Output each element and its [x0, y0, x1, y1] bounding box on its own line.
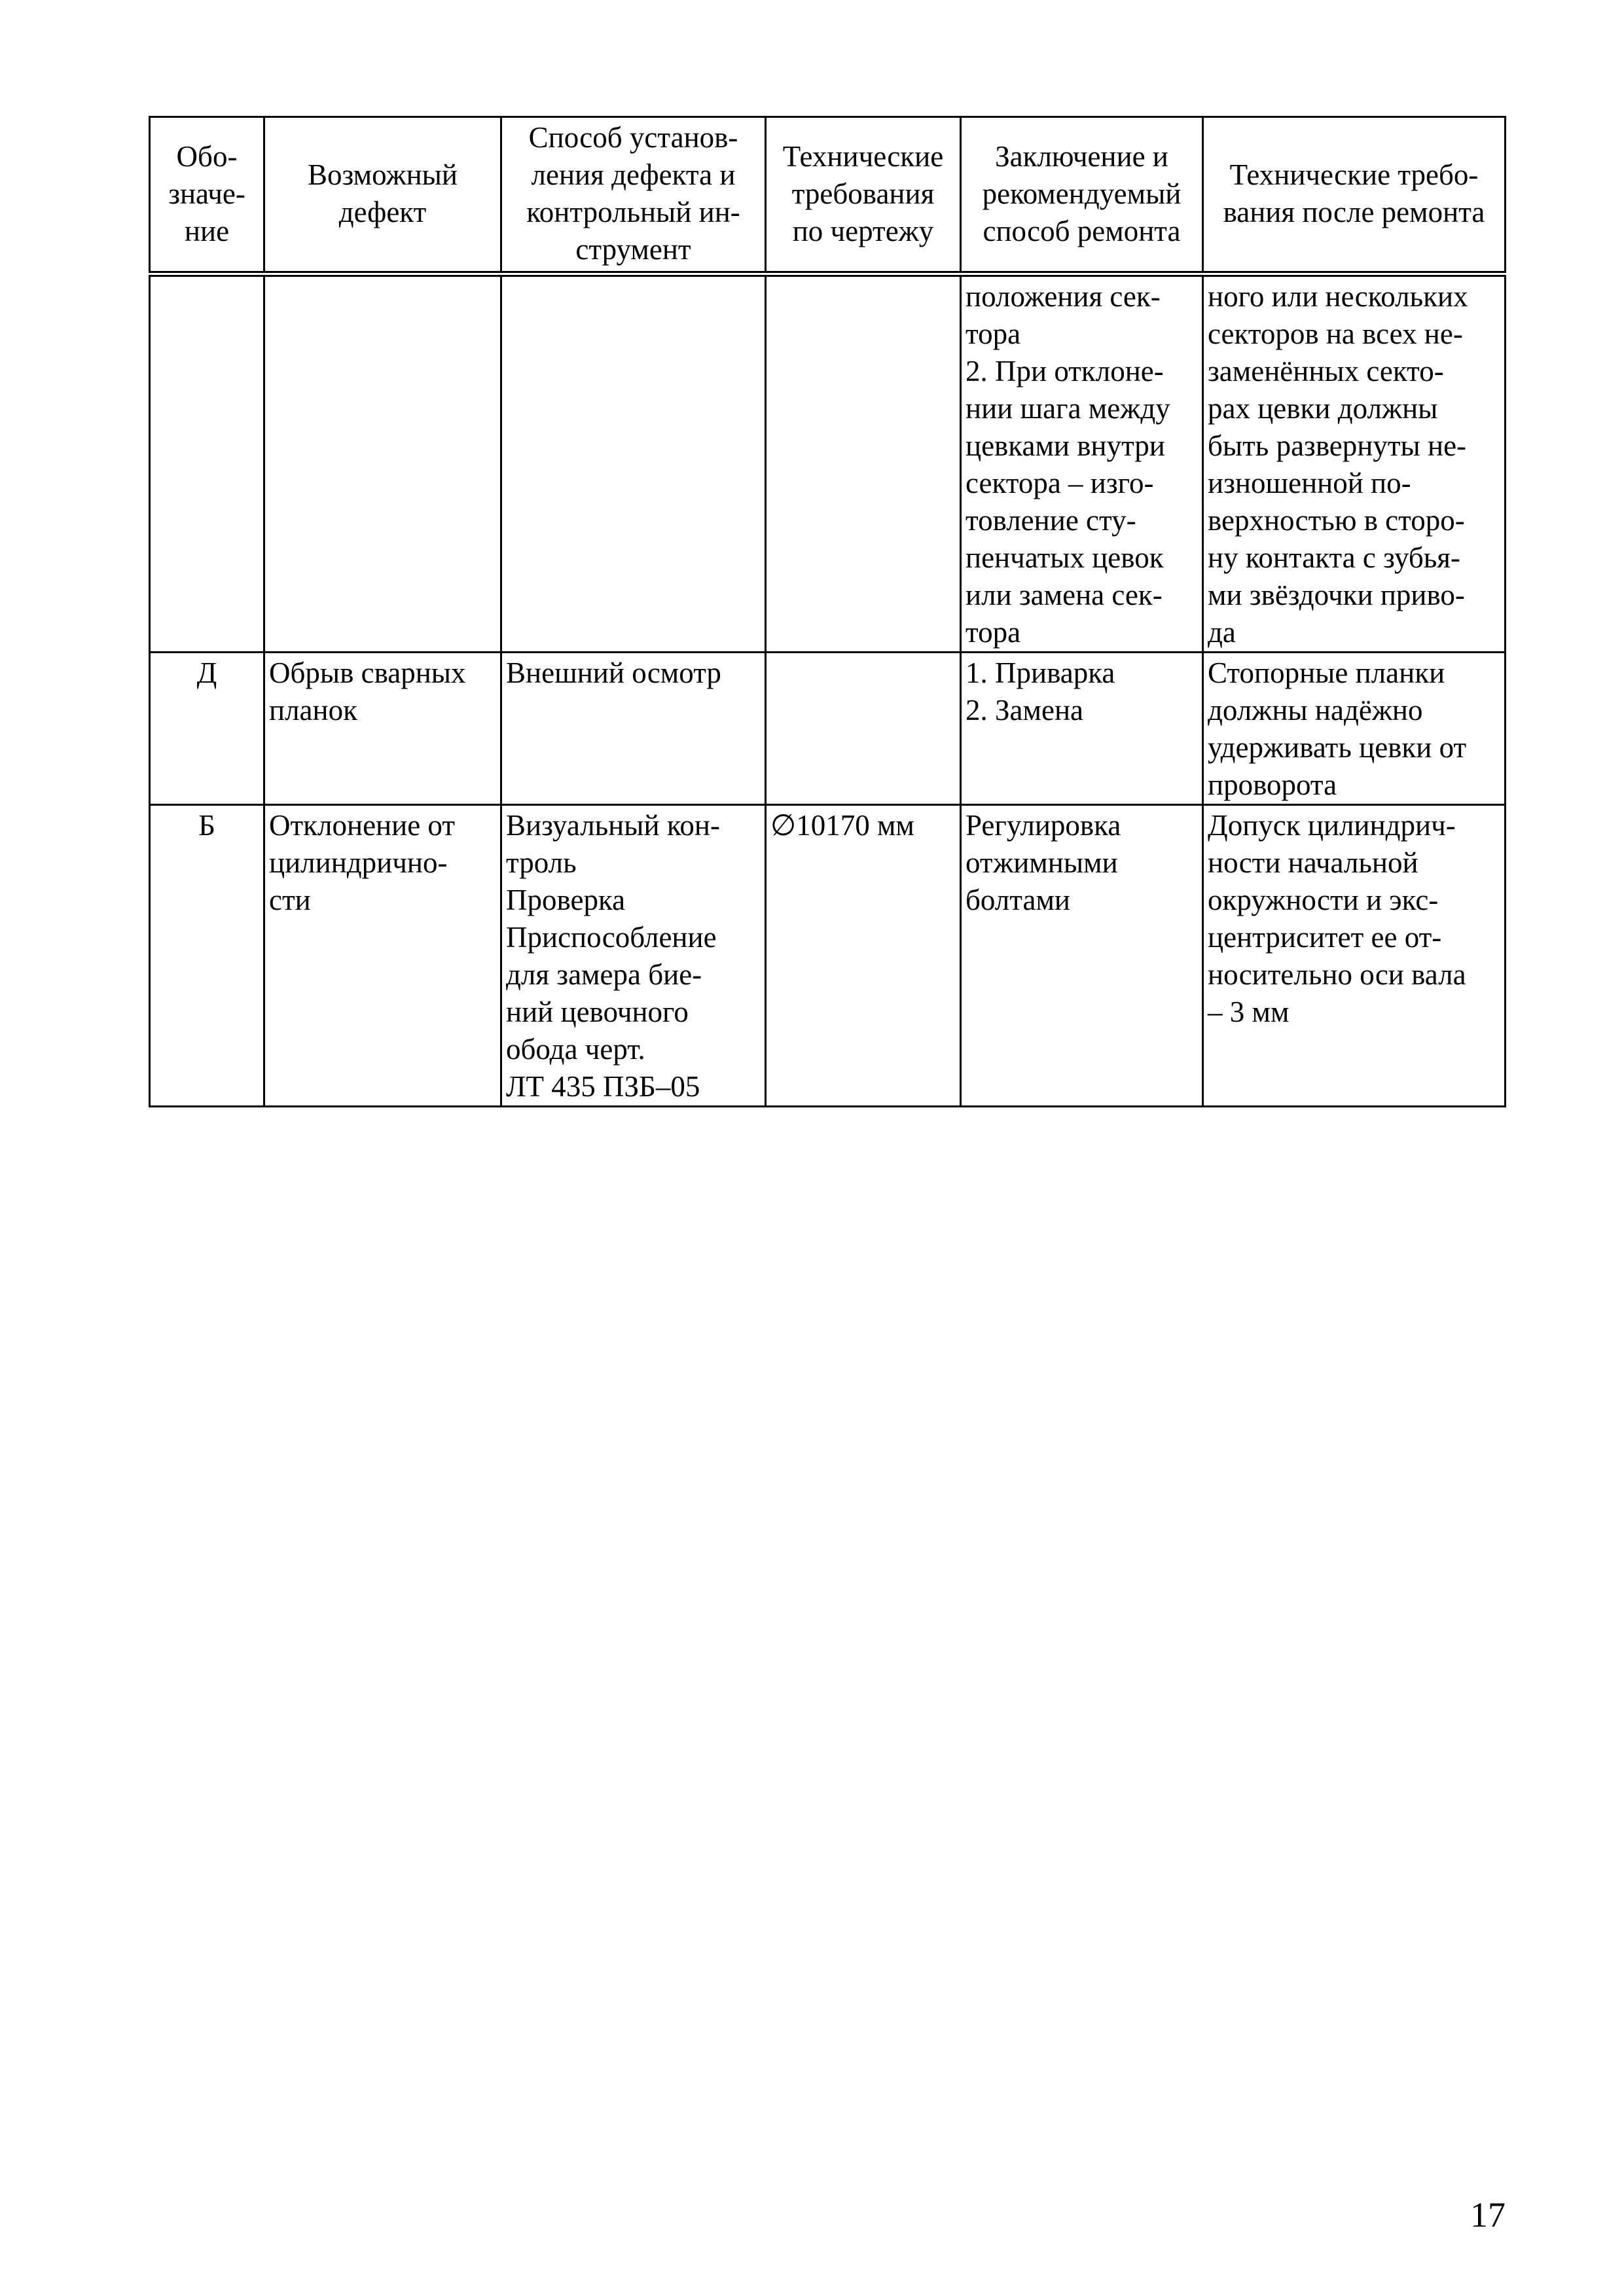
- cell-text-line: да: [1208, 616, 1236, 649]
- cell-text-line: обода черт.: [506, 1033, 645, 1066]
- drawing-requirements-cell: [766, 653, 961, 805]
- post-repair-requirements-cell: [1203, 274, 1506, 653]
- detection-method-cell: [501, 805, 766, 1107]
- cell-text-line: Обрыв сварных: [269, 656, 466, 689]
- cell-text-line: изношенной по-: [1208, 467, 1411, 499]
- cell-text-line: быть развернуты не-: [1208, 429, 1467, 462]
- header-text-line: значе-: [168, 177, 245, 210]
- cell-text-line: ного или нескольких: [1208, 280, 1468, 313]
- cell-text-line: для замера бие-: [506, 958, 702, 991]
- defect-header: [264, 117, 501, 274]
- cell-text-line: планок: [269, 694, 357, 726]
- table-row: [150, 653, 1506, 805]
- cell-text-line: ЛТ 435 ПЗБ–05: [506, 1070, 700, 1103]
- conclusion-header: [961, 117, 1203, 274]
- defect-cell: [264, 653, 501, 805]
- conclusion-cell: [961, 805, 1203, 1107]
- cell-text-line: цевками внутри: [965, 429, 1165, 462]
- cell-text-line: нии шага между: [965, 392, 1170, 425]
- designation-cell: [150, 274, 264, 653]
- defects-table: [149, 116, 1506, 1107]
- cell-text-line: должны надёжно: [1208, 694, 1423, 726]
- header-text-line: по чертежу: [792, 214, 934, 247]
- cell-text-line: проворота: [1208, 768, 1337, 801]
- header-row: [150, 117, 1506, 274]
- table-header: [150, 117, 1506, 274]
- defect-cell: [264, 805, 501, 1107]
- cell-text-line: товление сту-: [965, 504, 1136, 537]
- cell-text-line: Отклонение от: [269, 809, 455, 842]
- drawing-requirements-cell: [766, 274, 961, 653]
- header-text-line: ления дефекта и: [531, 158, 736, 191]
- cell-text-line: отжимными: [965, 846, 1118, 879]
- cell-text-line: ний цевочного: [506, 996, 689, 1028]
- cell-text-line: ности начальной: [1208, 846, 1418, 879]
- header-text-line: струмент: [575, 233, 691, 266]
- table-row: [150, 805, 1506, 1107]
- header-text-line: Обо-: [176, 139, 238, 173]
- detection-method-cell: [501, 653, 766, 805]
- header-text-line: Способ установ-: [528, 121, 738, 154]
- post-repair-requirements-cell: [1203, 805, 1506, 1107]
- cell-text-line: положения сек-: [965, 280, 1161, 313]
- cell-text-line: центриситет ее от-: [1208, 921, 1442, 954]
- table-body: [150, 274, 1506, 1107]
- conclusion-cell: [961, 653, 1203, 805]
- cell-text-line: Регулировка: [965, 809, 1121, 842]
- cell-text-line: тора: [965, 616, 1021, 649]
- cell-text-line: заменённых секто-: [1208, 355, 1444, 387]
- cell-text-line: ∅10170 мм: [770, 809, 914, 842]
- header-text-line: дефект: [338, 196, 427, 228]
- cell-text-line: Допуск цилиндрич-: [1208, 809, 1456, 842]
- designation-cell: [150, 653, 264, 805]
- cell-text-line: носительно оси вала: [1208, 958, 1466, 991]
- cell-text-line: секторов на всех не-: [1208, 317, 1463, 350]
- detection-method-header: [501, 117, 766, 274]
- header-text-line: рекомендуемый: [982, 177, 1182, 210]
- cell-text-line: болтами: [965, 884, 1071, 916]
- cell-text-line: цилиндрично-: [269, 846, 448, 879]
- header-text-line: требования: [791, 177, 935, 210]
- cell-text-line: Стопорные планки: [1208, 656, 1445, 689]
- post-repair-requirements-header: [1203, 117, 1506, 274]
- cell-text-line: Д: [196, 656, 217, 689]
- header-text-line: ние: [184, 214, 230, 247]
- cell-text-line: троль: [506, 846, 577, 879]
- header-text-line: Возможный: [308, 158, 458, 191]
- cell-text-line: сти: [269, 884, 311, 916]
- conclusion-cell: [961, 274, 1203, 653]
- header-text-line: способ ремонта: [983, 214, 1181, 247]
- detection-method-cell: [501, 274, 766, 653]
- post-repair-requirements-cell: [1203, 653, 1506, 805]
- header-text-line: вания после ремонта: [1223, 196, 1485, 228]
- cell-text-line: рах цевки должны: [1208, 392, 1438, 425]
- cell-text-line: тора: [965, 317, 1021, 350]
- cell-text-line: 1. Приварка: [965, 656, 1115, 689]
- cell-text-line: Приспособление: [506, 921, 717, 954]
- cell-text-line: 2. Замена: [965, 694, 1084, 726]
- cell-text-line: Проверка: [506, 884, 626, 916]
- table-row: [150, 274, 1506, 653]
- defect-cell: [264, 274, 501, 653]
- header-text-line: Заключение и: [995, 139, 1168, 173]
- cell-text-line: – 3 мм: [1208, 996, 1290, 1028]
- cell-text-line: ну контакта с зубья-: [1208, 541, 1460, 574]
- header-text-line: Технические: [782, 139, 944, 173]
- cell-text-line: верхностью в сторо-: [1208, 504, 1465, 537]
- cell-text-line: окружности и экс-: [1208, 884, 1439, 916]
- cell-text-line: ми звёздочки приво-: [1208, 579, 1465, 611]
- drawing-requirements-cell: [766, 805, 961, 1107]
- header-text-line: контрольный ин-: [526, 196, 740, 228]
- page-number: 17: [1470, 2195, 1506, 2234]
- drawing-requirements-header: [766, 117, 961, 274]
- header-text-line: Технические требо-: [1229, 158, 1479, 191]
- cell-text-line: пенчатых цевок: [965, 541, 1164, 574]
- cell-text-line: Б: [198, 809, 215, 842]
- designation-header: [150, 117, 264, 274]
- cell-text-line: удерживать цевки от: [1208, 731, 1467, 764]
- cell-text-line: 2. При отклоне-: [965, 355, 1164, 387]
- cell-text-line: Визуальный кон-: [506, 809, 720, 842]
- cell-text-line: или замена сек-: [965, 579, 1163, 611]
- designation-cell: [150, 805, 264, 1107]
- cell-text-line: сектора – изго-: [965, 467, 1154, 499]
- cell-text-line: Внешний осмотр: [506, 656, 721, 689]
